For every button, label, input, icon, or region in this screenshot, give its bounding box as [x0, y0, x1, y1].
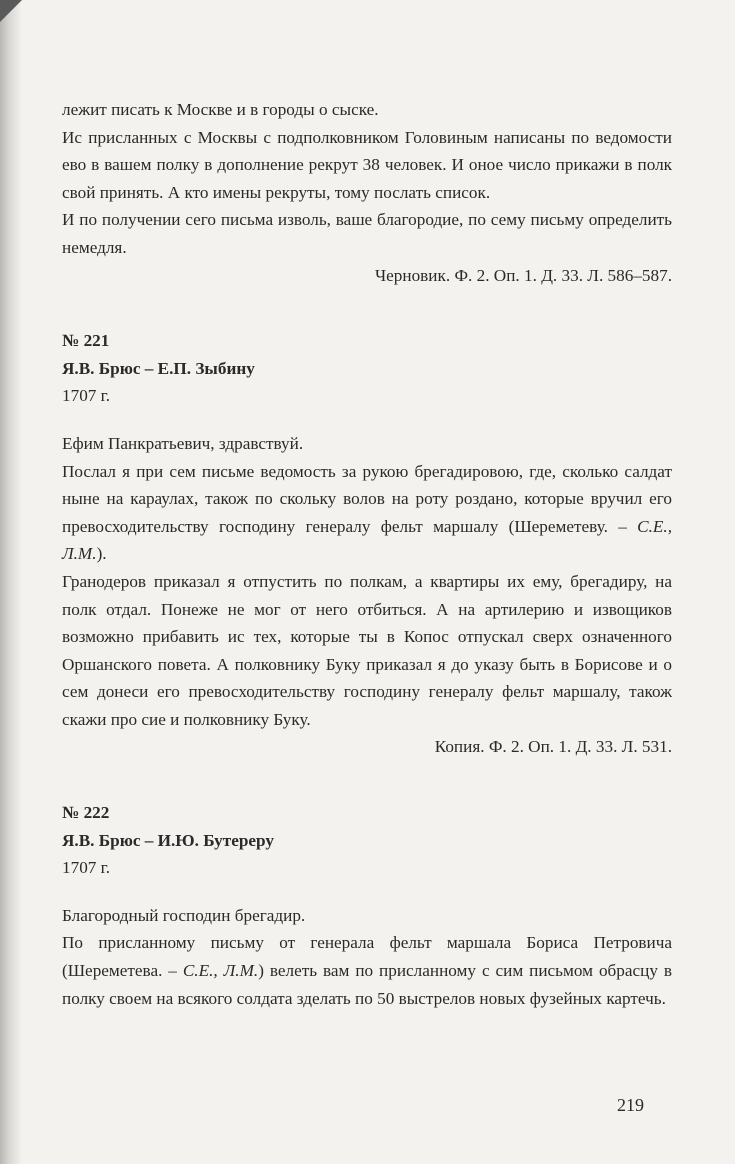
paragraph-text: По присланному письму от генерала фельт маршала Бориса Петровича (Шереметева. – — [62, 933, 672, 981]
document-date: 1707 г. — [62, 386, 111, 406]
paragraph-text: ). — [96, 544, 107, 564]
page-number: 219 — [617, 1095, 644, 1115]
paragraph-text: ) велеть вам по присланному с сим письмом обрасцу в полку своем на всякого солдата зделать по 50 выстрелов новых фузейных картечь. — [62, 961, 672, 1008]
paragraph — [62, 124, 672, 207]
paragraph-text: Ис присланных с Москвы с подполковником Головиным написаны по ведомости ево в вашем полку в дополнение рекрут 38 человек. И оное число прикажи в полк свой принять. А кто имены рекруты, тому послать список. — [62, 127, 672, 202]
paragraph — [62, 929, 672, 1012]
archival-source: Черновик. Ф. 2. Оп. 1. Д. 33. Л. 586–587. — [375, 265, 672, 285]
document-222 — [62, 799, 672, 1012]
page-binding-shadow — [0, 0, 22, 1164]
document-title: Я.В. Брюс – Е.П. Зыбину — [62, 358, 255, 378]
text-line: лежит писать к Москве и в городы о сыске. — [62, 100, 379, 119]
archival-source: Копия. Ф. 2. Оп. 1. Д. 33. Л. 531. — [434, 737, 672, 757]
paragraph: Гранодеров приказал я отпустить по полкам, а квартиры их ему, брегадиру, на полк отдал. Понеже не мог от него отбиться. А на артилерию и извощиков возможно прибавить ис тех, которые ты в Копос отпускал сверх означенного Оршанского повета. А полковнику Буку приказал я до указу быть в Борисове и о сем донеси его превосходительству господину генералу фельт маршалу, також скажи про сие и полковнику Буку. — [62, 571, 672, 729]
paragraph-text: Послал я при сем письме ведомость за рукою брегадировою, где, сколько салдат ныне на караулах, також по скольку волов на роту роздано, которые вручил его превосходительству господину генералу фельт маршалу (Шереметеву. – — [62, 461, 672, 536]
salutation: Благородный господин брегадир. — [62, 905, 306, 925]
document-date: 1707 г. — [62, 858, 111, 878]
document-title: Я.В. Брюс – И.Ю. Бутереру — [62, 830, 274, 850]
document-number: № 222 — [62, 803, 110, 823]
editor-initials: С.Е., Л.М. — [182, 961, 259, 981]
salutation: Ефим Панкратьевич, здравствуй. — [62, 433, 304, 453]
scan-corner — [0, 0, 22, 22]
page-content — [62, 96, 672, 1012]
document-221 — [62, 327, 672, 761]
paragraph: И по получении сего письма изволь, ваше благородие, по сему письму определить немедля. — [62, 210, 672, 257]
paragraph — [62, 458, 672, 568]
document-number: № 221 — [62, 331, 110, 351]
editor-initials: С.Е., Л.М. — [62, 516, 672, 564]
